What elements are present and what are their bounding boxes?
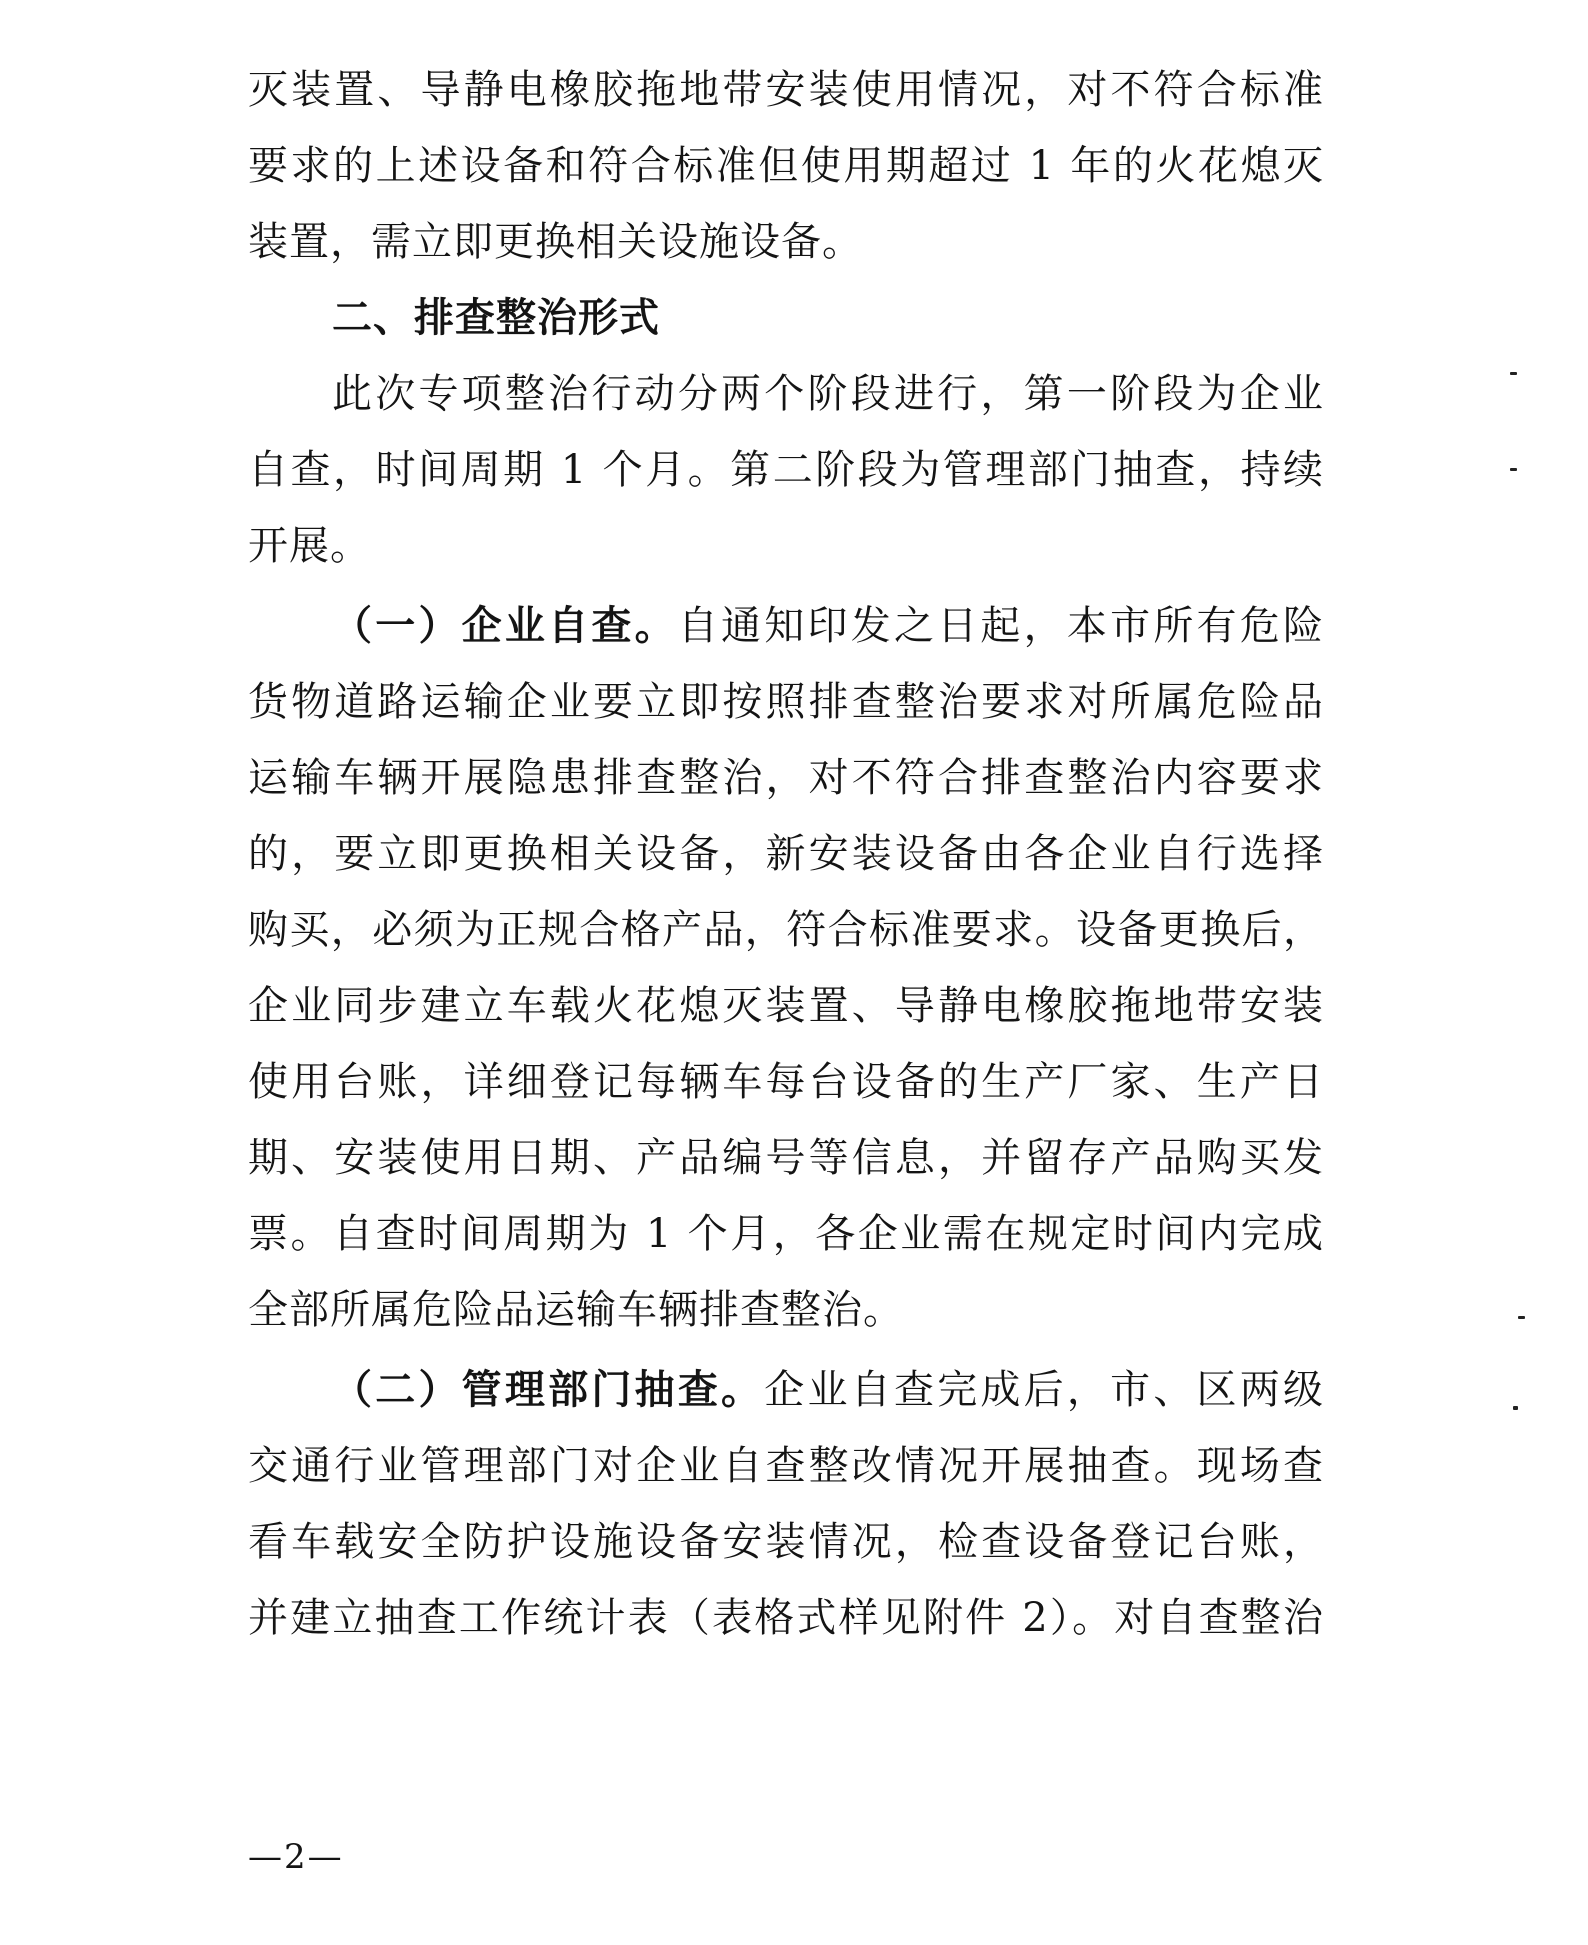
paragraph-line: 运输车辆开展隐患排查整治，对不符合排查整治内容要求 (248, 755, 1324, 801)
paragraph-line: 票。自查时间周期为 1 个月，各企业需在规定时间内完成 (248, 1211, 1324, 1257)
paragraph-line: 全部所属危险品运输车辆排查整治。 (248, 1287, 904, 1333)
scan-speck (1510, 372, 1517, 375)
paragraph-line: 购买，必须为正规合格产品，符合标准要求。设备更换后， (248, 907, 1324, 953)
paragraph-line: 此次专项整治行动分两个阶段进行，第一阶段为企业 (332, 371, 1324, 417)
paragraph-line: 装置，需立即更换相关设施设备。 (248, 219, 863, 265)
paragraph-line: 的，要立即更换相关设备，新安装设备由各企业自行选择 (248, 831, 1324, 877)
paragraph-line: 期、安装使用日期、产品编号等信息，并留存产品购买发 (248, 1135, 1324, 1181)
paragraph-line: 并建立抽查工作统计表（表格式样见附件 2）。对自查整治 (248, 1595, 1324, 1641)
paragraph-line: 要求的上述设备和符合标准但使用期超过 1 年的火花熄灭 (248, 143, 1324, 189)
paragraph-line: 货物道路运输企业要立即按照排查整治要求对所属危险品 (248, 679, 1324, 725)
paragraph-line: 企业同步建立车载火花熄灭装置、导静电橡胶拖地带安装 (248, 983, 1324, 1029)
subsection-title: （二）管理部门抽查。 (332, 1367, 765, 1413)
paragraph-line: 交通行业管理部门对企业自查整改情况开展抽查。现场查 (248, 1443, 1324, 1489)
subsection-first-line (332, 594, 1324, 658)
section-heading: 二、排查整治形式 (332, 295, 660, 341)
paragraph-line: 开展。 (248, 523, 371, 569)
paragraph-line: 自查，时间周期 1 个月。第二阶段为管理部门抽查，持续 (248, 447, 1324, 493)
scan-speck (1510, 468, 1517, 471)
subsection-first-line (332, 1358, 1324, 1422)
paragraph-line: 使用台账，详细登记每辆车每台设备的生产厂家、生产日 (248, 1059, 1324, 1105)
scan-speck (1518, 1316, 1525, 1319)
paragraph-line: 灭装置、导静电橡胶拖地带安装使用情况，对不符合标准 (248, 67, 1324, 113)
subsection-text: 企业自查完成后，市、区两级 (764, 1367, 1325, 1413)
paragraph-line: 看车载安全防护设施设备安装情况，检查设备登记台账， (248, 1519, 1324, 1565)
subsection-title: （一）企业自查。 (332, 603, 678, 649)
subsection-text: 自通知印发之日起，本市所有危险 (677, 603, 1325, 649)
page-number: —2— (248, 1837, 344, 1877)
scan-speck (1513, 1406, 1518, 1410)
